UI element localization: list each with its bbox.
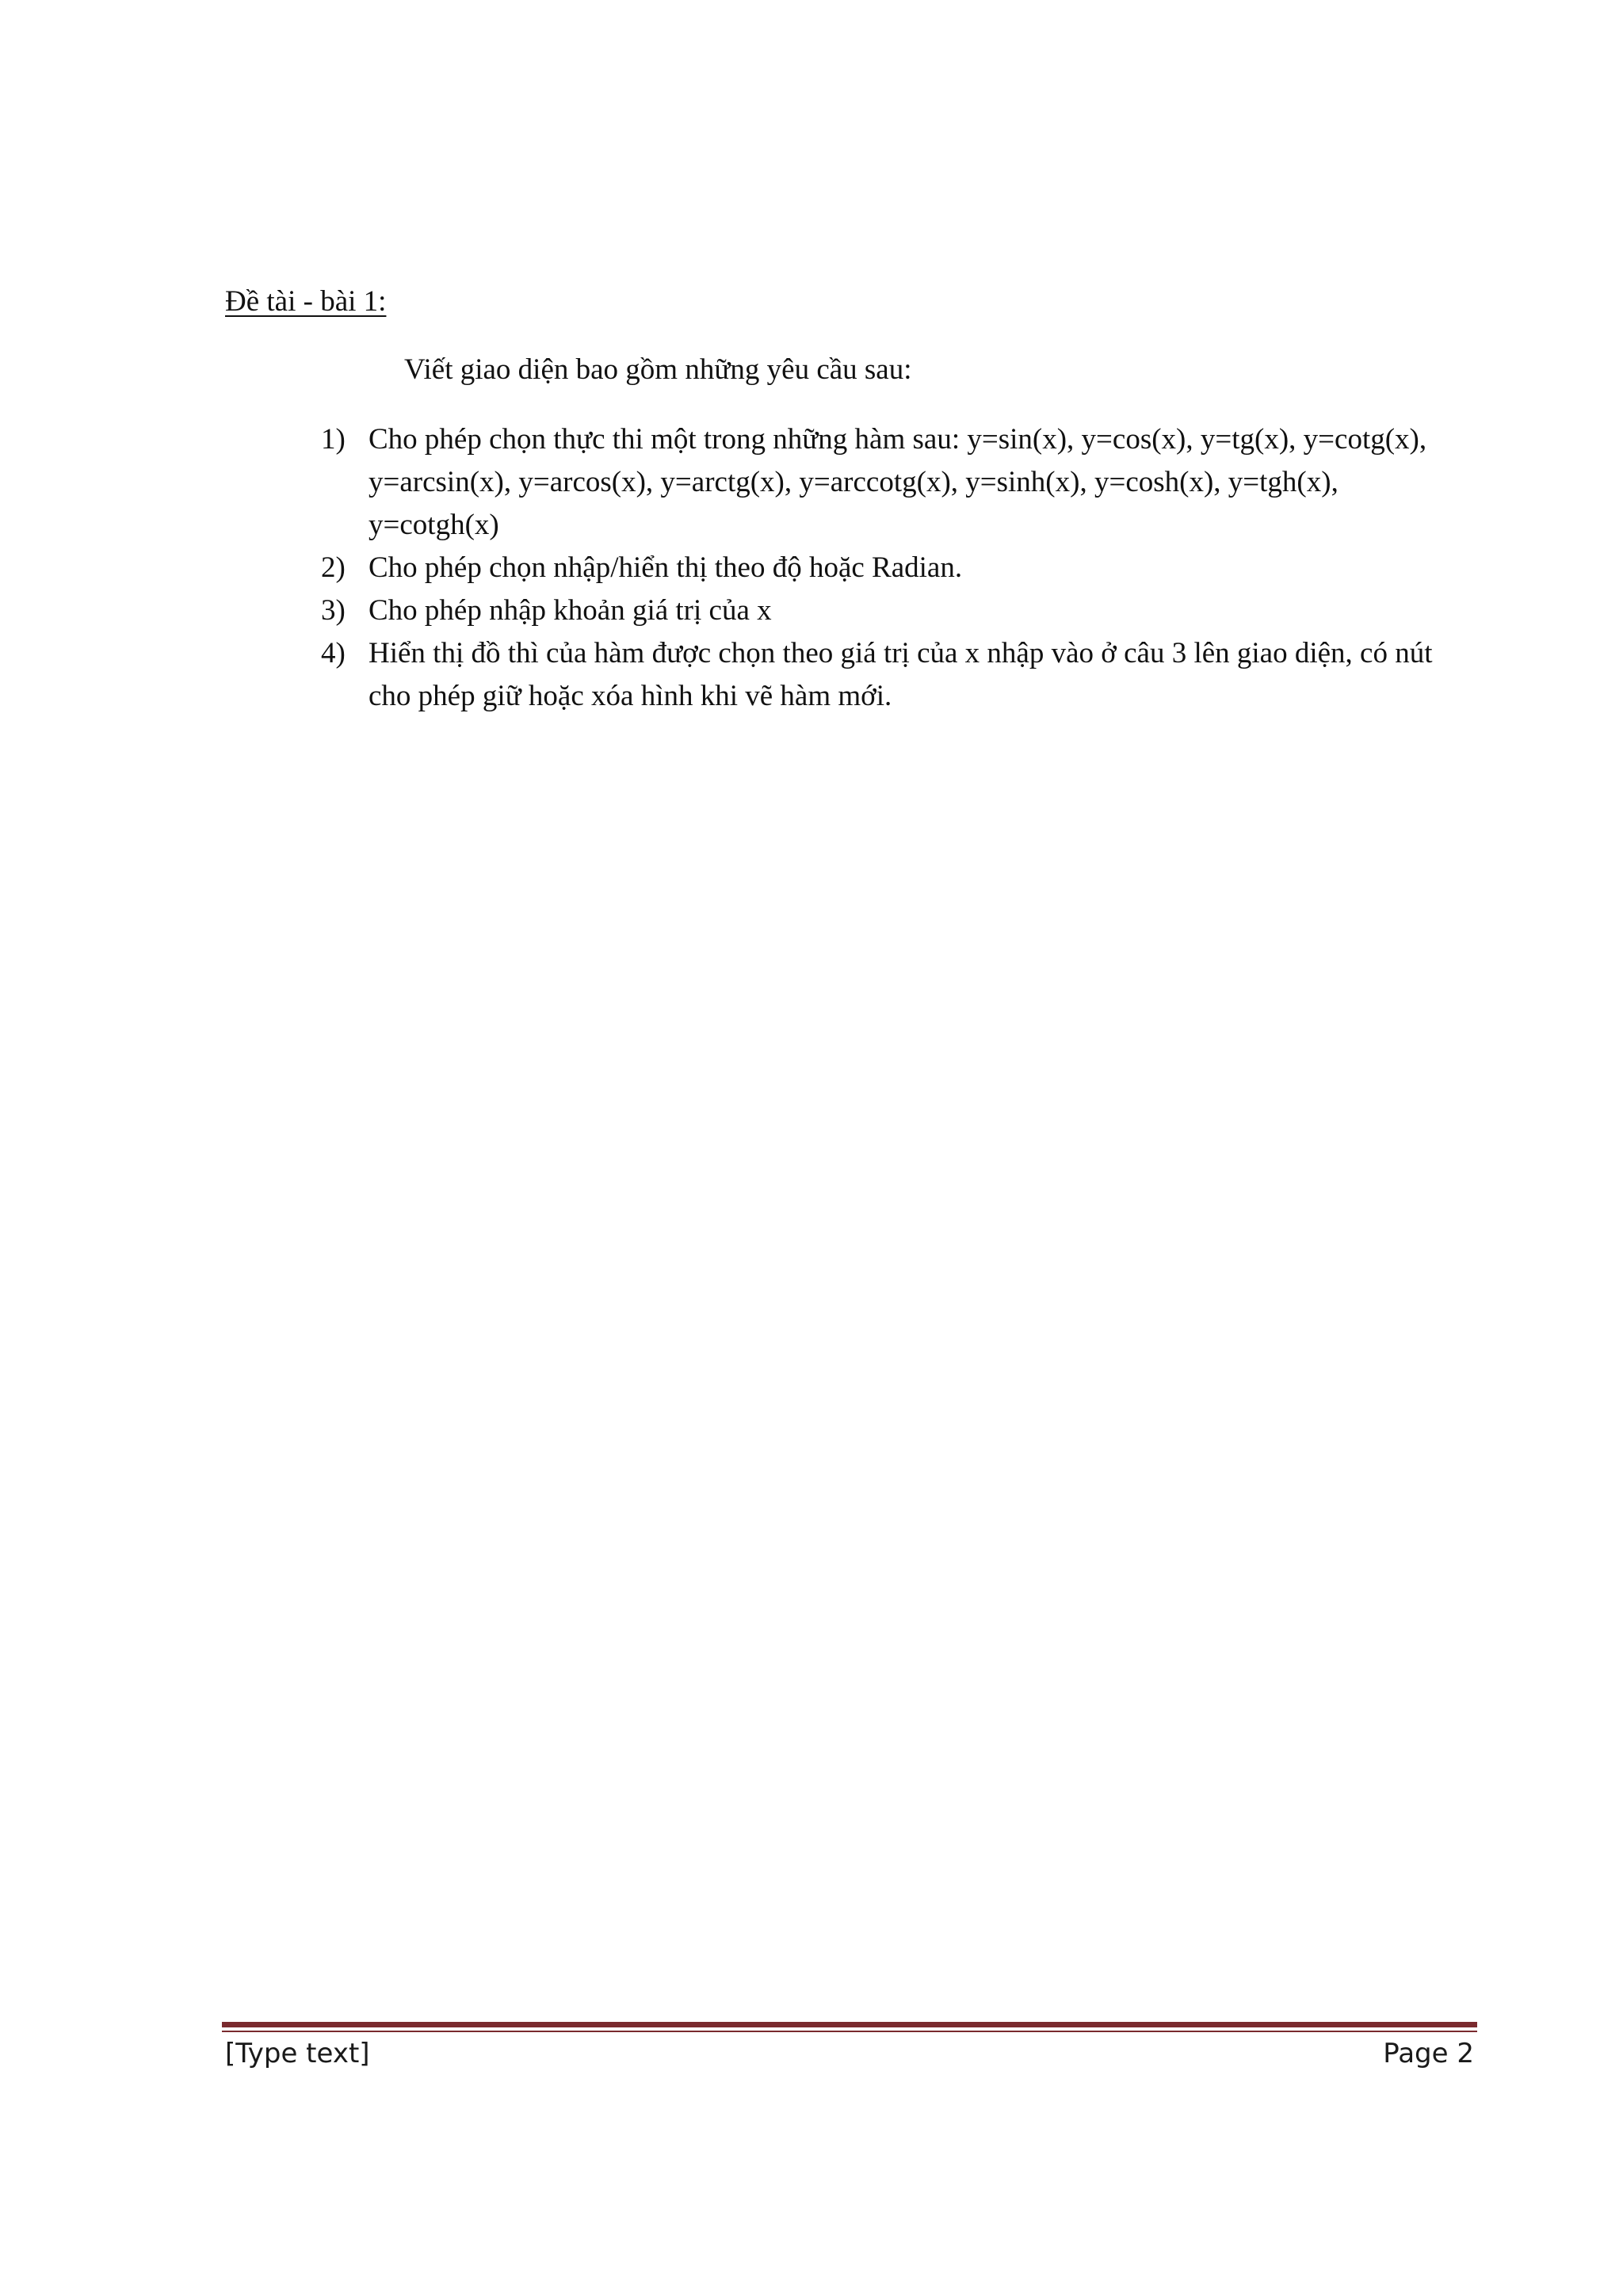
list-item: [321, 547, 1446, 589]
footer-divider-thick-line: [222, 2022, 1477, 2027]
footer-divider: [222, 2022, 1477, 2033]
list-item-text: Cho phép chọn nhập/hiển thị theo độ hoặc Radian.: [369, 551, 963, 584]
list-item-number: 3): [321, 594, 346, 627]
requirements-list: [321, 418, 1446, 718]
list-item-text: Cho phép nhập khoản giá trị của x: [369, 594, 772, 627]
list-item-number: 1): [321, 423, 346, 456]
list-item: [321, 589, 1446, 632]
footer-placeholder-text: [Type text]: [225, 2038, 370, 2069]
list-item-text: Hiển thị đồ thì của hàm được chọn theo giá trị của x nhập vào ở câu 3 lên giao diện, có nút cho phép giữ hoặc xóa hình khi vẽ hàm mới.: [369, 637, 1433, 712]
list-item: [321, 632, 1446, 718]
list-item-text: Cho phép chọn thực thi một trong những hàm sau: y=sin(x), y=cos(x), y=tg(x), y=cotg(x), y=arcsin(x), y=arcos(x), y=arctg(x), y=arccotg(x), y=sinh(x), y=cosh(x), y=tgh(x), y=cotgh(x): [369, 423, 1427, 541]
list-item-number: 4): [321, 637, 346, 669]
intro-paragraph: Viết giao diện bao gồm những yêu cầu sau:: [404, 353, 912, 386]
list-item-number: 2): [321, 551, 346, 584]
footer-divider-thin-line: [222, 2031, 1477, 2032]
list-item: [321, 418, 1446, 547]
page-number: Page 2: [1383, 2038, 1474, 2069]
assignment-heading: Đề tài - bài 1:: [225, 285, 387, 318]
